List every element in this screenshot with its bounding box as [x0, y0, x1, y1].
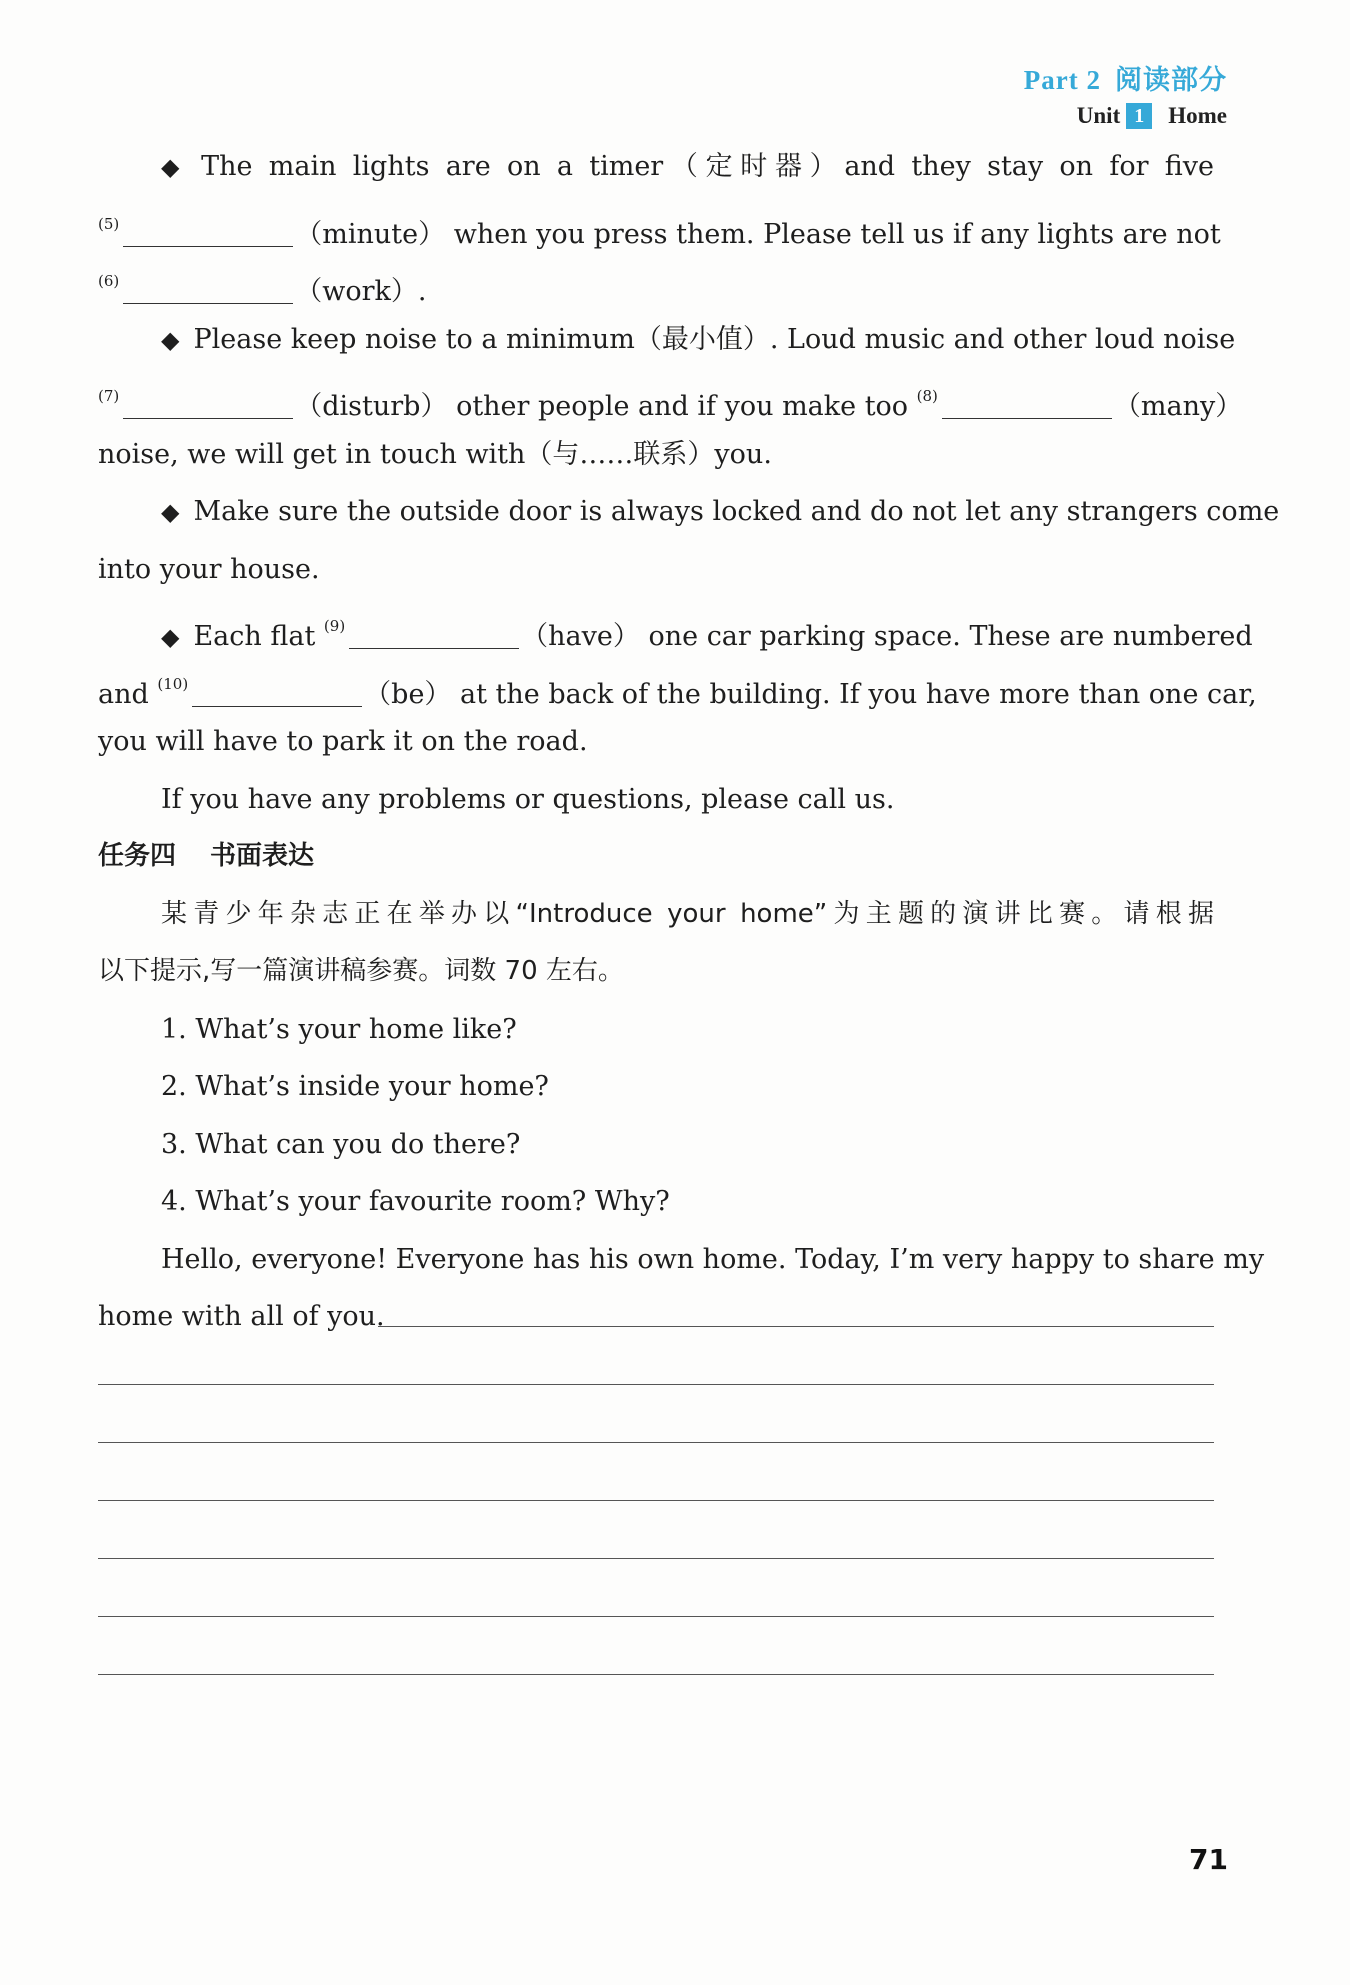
answer-blank-7[interactable] — [123, 398, 293, 419]
writing-line[interactable] — [98, 1500, 1214, 1501]
prompt-item: 3. What can you do there? — [161, 1128, 521, 1160]
answer-blank-9[interactable] — [349, 628, 519, 649]
answer-blank-10[interactable] — [192, 686, 362, 707]
writing-line[interactable] — [378, 1326, 1214, 1327]
passage-line: ◆ The main lights are on a timer（定时器）and they stay on for five — [161, 151, 1214, 182]
part-heading — [1024, 58, 1227, 97]
passage-line: $^{(5)}$ （minute） when you press them. Please tell us if any lights are not — [98, 214, 1221, 250]
task-label: 任务四 — [98, 841, 177, 871]
section-label: 阅读部分 — [1115, 65, 1227, 95]
diamond-bullet-icon: ◆ — [161, 325, 180, 354]
task-title: 书面表达 — [210, 841, 315, 871]
essay-start-line: Hello, everyone! Everyone has his own home. Today, I’m very happy to share my — [161, 1243, 1265, 1275]
passage-line: $^{(6)}$ （work）. — [98, 272, 427, 307]
passage-line: you will have to park it on the road. — [98, 726, 588, 757]
page-header — [1024, 58, 1227, 129]
diamond-bullet-icon: ◆ — [161, 623, 180, 651]
task-instruction: 以下提示,写一篇演讲稿参赛。词数 70 左右。 — [98, 956, 624, 986]
prompt-item: 2. What’s inside your home? — [161, 1071, 549, 1102]
writing-line[interactable] — [98, 1616, 1214, 1617]
diamond-bullet-icon: ◆ — [161, 498, 180, 526]
unit-title: Home — [1168, 103, 1227, 128]
passage-line: into your house. — [98, 553, 320, 585]
diamond-bullet-icon: ◆ — [161, 153, 188, 181]
blank-number: (7) — [98, 387, 120, 405]
writing-line[interactable] — [98, 1384, 1214, 1385]
blank-number: (5) — [98, 214, 120, 233]
task-instruction: 某青少年杂志正在举办以“Introduce your home”为主题的演讲比赛。请根据 — [161, 898, 1214, 929]
answer-blank-8[interactable] — [942, 398, 1112, 419]
blank-number: (6) — [98, 272, 120, 290]
passage-line: $^{(7)}$ （disturb） other people and if you make too $^{(8)}$ （many） — [98, 387, 1243, 422]
writing-line[interactable] — [98, 1442, 1214, 1443]
passage-line: ◆ Each flat $^{(9)}$ （have） one car parking space. These are numbered — [161, 617, 1253, 652]
prompt-item: 1. What’s your home like? — [161, 1013, 517, 1045]
answer-blank-6[interactable] — [123, 283, 293, 304]
unit-label: Unit — [1076, 103, 1121, 128]
passage-line: ◆ Make sure the outside door is always locked and do not let any strangers come — [161, 496, 1280, 527]
passage-line: ◆ Please keep noise to a minimum（最小值）. Loud music and other loud noise — [161, 323, 1236, 355]
blank-number: (9) — [323, 617, 346, 635]
passage-line: If you have any problems or questions, please call us. — [161, 783, 895, 815]
prompt-item: 4. What’s your favourite room? Why? — [161, 1186, 670, 1217]
writing-line[interactable] — [98, 1558, 1214, 1559]
unit-number-badge: 1 — [1126, 103, 1152, 129]
page-content — [98, 138, 1280, 1346]
task-heading — [98, 828, 1214, 886]
answer-blank-5[interactable] — [123, 226, 293, 247]
essay-start-line: home with all of you. — [98, 1301, 385, 1332]
unit-heading — [1024, 103, 1227, 129]
page-number: 71 — [1189, 1843, 1228, 1876]
blank-number: (8) — [916, 387, 938, 405]
passage-line: noise, we will get in touch with（与……联系）you. — [98, 438, 772, 470]
passage-line: and $^{(10)}$ （be） at the back of the building. If you have more than one car, — [98, 674, 1257, 710]
blank-number: (10) — [157, 674, 189, 693]
part-label: Part 2 — [1023, 65, 1101, 95]
writing-line[interactable] — [98, 1674, 1214, 1675]
